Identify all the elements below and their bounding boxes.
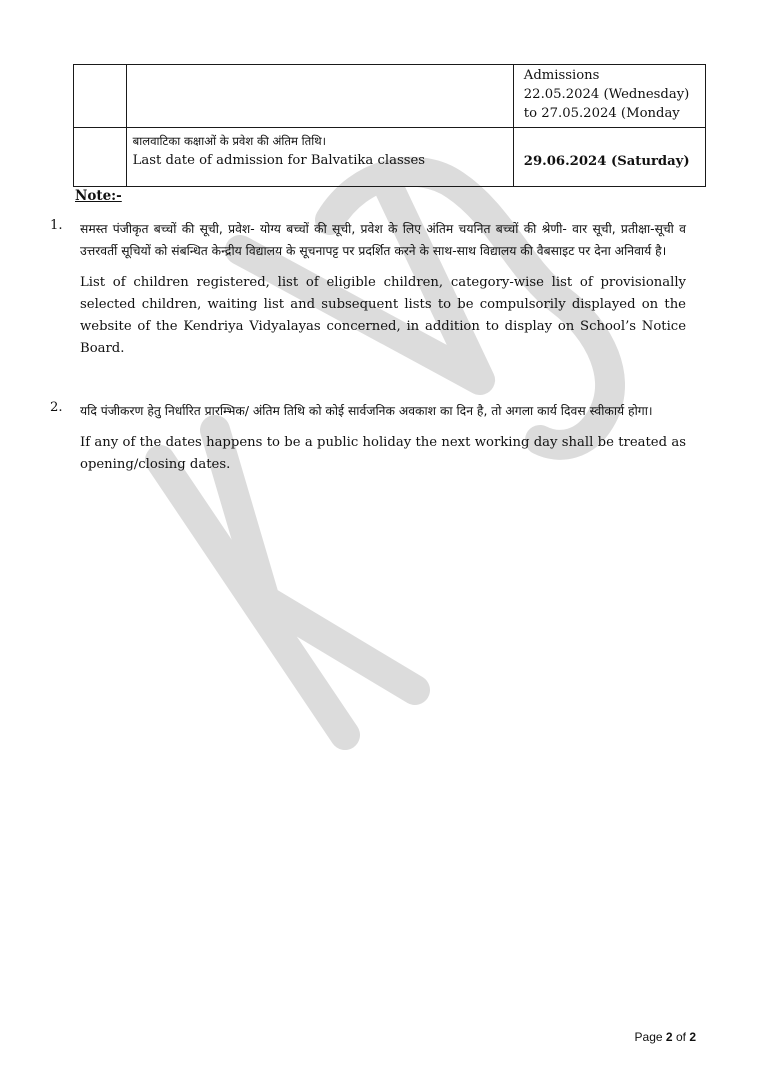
date-cell [513,65,705,128]
date-line: to 27.05.2024 (Monday [523,106,680,121]
note-english-text: If any of the dates happens to be a public holiday the next working day shall be treated as opening/closing dates. [80,435,686,472]
note-english-text: List of children registered, list of eligible children, category-wise list of provisionally selected children, waiting list and subsequent lists to be compulsorily displayed on the website of the Kendriya Vidyalayas concerned, in addition to display on School’s Notice Board. [80,275,686,356]
note-item-2 [50,400,690,476]
serial-cell [74,65,127,128]
note-number: 2. [50,400,63,415]
admission-schedule-table [73,64,706,187]
date-cell [513,128,705,187]
note-hindi-text: समस्त पंजीकृत बच्चों की सूची, प्रवेश- योग्य बच्चों की सूची, प्रवेश के लिए अंतिम चयनित बच्चों की श्रेणी- वार सूची, प्रतीक्षा-सूची व उत्तरवर्ती सूचियों को संबन्धित केन्द्रीय विद्यालय के सूचनापट्ट पर प्रदर्शित करने के साथ-साथ विद्यालय की वैबसाइट पर देना अनिवार्य है। [80,222,686,258]
note-hindi-text: यदि पंजीकरण हेतु निर्धारित प्रारम्भिक/ अंतिम तिथि को कोई सार्वजनिक अवकाश का दिन है, तो अगला कार्य दिवस स्वीकार्य होगा। [80,404,653,418]
last-date: 29.06.2024 (Saturday) [523,154,690,169]
note-item-1 [50,218,690,360]
serial-cell [74,128,127,187]
activity-cell [126,65,513,128]
activity-english: Last date of admission for Balvatika classes [132,153,426,168]
date-line: Admissions [523,68,600,83]
table-row [74,128,706,187]
page-number: Page 2 of 2 [634,1030,696,1044]
date-line: 22.05.2024 (Wednesday) [523,87,690,102]
table-row [74,65,706,128]
activity-hindi: बालवाटिका कक्षाओं के प्रवेश की अंतिम तिथि। [132,134,327,148]
activity-cell [126,128,513,187]
note-number: 1. [50,218,63,233]
note-heading: Note:- [75,188,122,204]
